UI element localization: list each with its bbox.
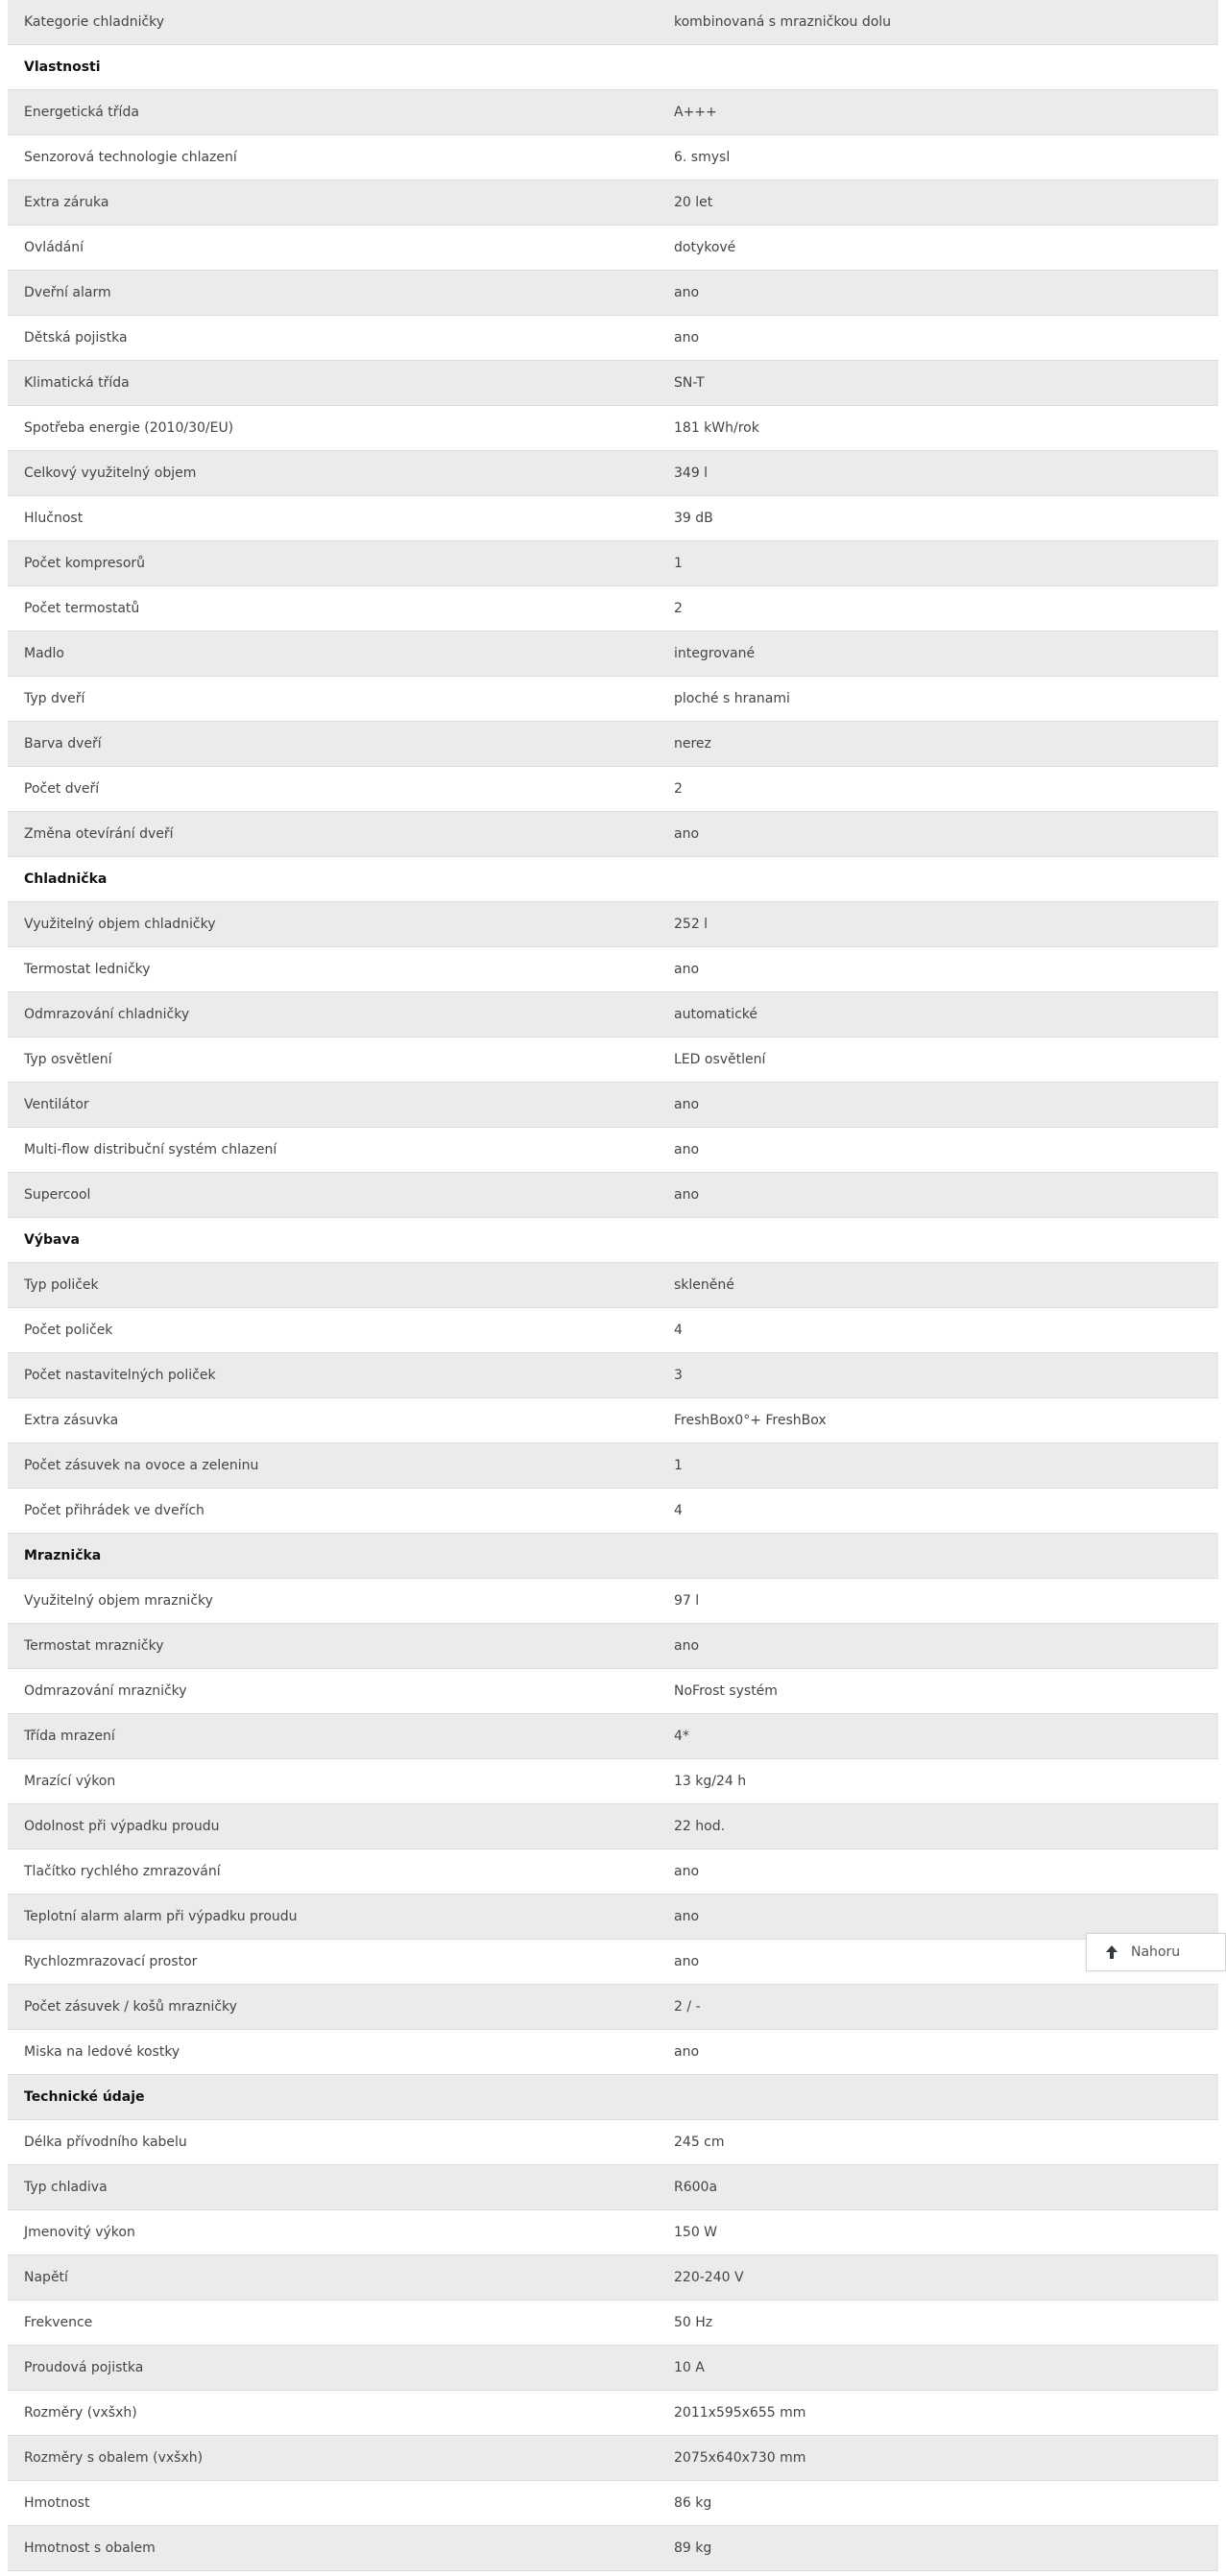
spec-value: ano: [674, 1142, 700, 1157]
spec-value: 2: [674, 601, 683, 616]
spec-label: Počet dveří: [24, 781, 100, 797]
spec-value: 1: [674, 556, 683, 571]
spec-value: ano: [674, 1909, 700, 1924]
spec-row: [8, 902, 1218, 947]
spec-row: [8, 496, 1218, 541]
spec-row: [8, 1443, 1218, 1489]
spec-value: 13 kg/24 h: [674, 1774, 747, 1789]
spec-value: R600a: [674, 2180, 718, 2195]
section-header-row: [8, 1534, 1218, 1579]
spec-row: [8, 1714, 1218, 1759]
spec-value: ano: [674, 2044, 700, 2060]
spec-value: 349 l: [674, 465, 709, 481]
spec-label: Odolnost při výpadku proudu: [24, 1819, 220, 1834]
spec-value: 181 kWh/rok: [674, 420, 759, 436]
spec-row: [8, 1398, 1218, 1443]
spec-label: Změna otevírání dveří: [24, 826, 174, 842]
spec-row: [8, 541, 1218, 586]
spec-row: [8, 1173, 1218, 1218]
spec-value: 20 let: [674, 195, 713, 210]
spec-label: Ventilátor: [24, 1097, 89, 1112]
spec-value: integrované: [674, 646, 756, 661]
spec-value: 86 kg: [674, 2495, 712, 2511]
section-title: Chladnička: [24, 871, 108, 887]
spec-label: Termostat mrazničky: [24, 1638, 164, 1654]
spec-row: [8, 586, 1218, 632]
section-title: Vlastnosti: [24, 60, 101, 75]
spec-value: skleněné: [674, 1277, 734, 1293]
spec-label: Celkový využitelný objem: [24, 465, 197, 481]
spec-value: 2011x595x655 mm: [674, 2405, 806, 2421]
spec-label: Supercool: [24, 1187, 91, 1203]
spec-label: Extra zásuvka: [24, 1413, 119, 1428]
spec-label: Počet zásuvek / košů mrazničky: [24, 1999, 237, 2015]
spec-value: A+++: [674, 105, 717, 120]
spec-label: Třída mrazení: [24, 1729, 115, 1744]
spec-row: [8, 2391, 1218, 2436]
spec-row: [8, 1489, 1218, 1534]
spec-label: Počet kompresorů: [24, 556, 146, 571]
spec-value: ano: [674, 1097, 700, 1112]
spec-value: NoFrost systém: [674, 1683, 778, 1699]
spec-value: automatické: [674, 1007, 758, 1022]
spec-label: Barva dveří: [24, 736, 102, 751]
spec-row: [8, 812, 1218, 857]
spec-value: kombinovaná s mrazničkou dolu: [674, 14, 892, 30]
spec-row: [8, 316, 1218, 361]
spec-row: [8, 451, 1218, 496]
spec-row: [8, 677, 1218, 722]
spec-row: [8, 767, 1218, 812]
spec-row: [8, 2436, 1218, 2481]
spec-label: Senzorová technologie chlazení: [24, 150, 237, 165]
spec-row: [8, 2165, 1218, 2210]
spec-row: [8, 1083, 1218, 1128]
spec-value: 1: [674, 1458, 683, 1473]
spec-value: ano: [674, 330, 700, 346]
scroll-to-top-button[interactable]: [1086, 1933, 1226, 1971]
spec-label: Madlo: [24, 646, 64, 661]
spec-row: [8, 632, 1218, 677]
spec-value: FreshBox0°+ FreshBox: [674, 1413, 827, 1428]
spec-row: [8, 1985, 1218, 2030]
spec-row: [8, 271, 1218, 316]
spec-label: Rozměry (vxšxh): [24, 2405, 137, 2421]
scroll-to-top-label: Nahoru: [1131, 1944, 1181, 1960]
spec-row: [8, 1353, 1218, 1398]
spec-value: 97 l: [674, 1593, 700, 1609]
spec-label: Dětská pojistka: [24, 330, 128, 346]
spec-value: 252 l: [674, 917, 709, 932]
spec-label: Kategorie chladničky: [24, 14, 165, 30]
spec-value: ano: [674, 1187, 700, 1203]
spec-label: Využitelný objem mrazničky: [24, 1593, 213, 1609]
section-title: Technické údaje: [24, 2089, 145, 2105]
section-header-row: [8, 1218, 1218, 1263]
section-header-row: [8, 2075, 1218, 2120]
spec-value: 2 / -: [674, 1999, 701, 2015]
spec-label: Využitelný objem chladničky: [24, 917, 216, 932]
spec-label: Proudová pojistka: [24, 2360, 144, 2375]
spec-value: 6. smysl: [674, 150, 731, 165]
spec-label: Miska na ledové kostky: [24, 2044, 180, 2060]
spec-label: Počet nastavitelných poliček: [24, 1368, 216, 1383]
spec-label: Termostat ledničky: [24, 962, 151, 977]
spec-label: Mrazící výkon: [24, 1774, 116, 1789]
spec-value: 220-240 V: [674, 2270, 744, 2285]
spec-row: [8, 2030, 1218, 2075]
spec-row: [8, 0, 1218, 45]
spec-row: [8, 2481, 1218, 2526]
spec-value: 22 hod.: [674, 1819, 726, 1834]
section-title: Výbava: [24, 1232, 81, 1248]
spec-row: [8, 1804, 1218, 1849]
spec-label: Délka přívodního kabelu: [24, 2135, 187, 2150]
spec-value: 3: [674, 1368, 683, 1383]
spec-label: Počet přihrádek ve dveřích: [24, 1503, 204, 1518]
spec-row: [8, 1263, 1218, 1308]
spec-row: [8, 406, 1218, 451]
spec-row: [8, 1579, 1218, 1624]
spec-row: [8, 1849, 1218, 1895]
section-title: Mraznička: [24, 1548, 102, 1563]
spec-label: Teplotní alarm alarm při výpadku proudu: [24, 1909, 298, 1924]
spec-row: [8, 1759, 1218, 1804]
spec-label: Hlučnost: [24, 511, 84, 526]
spec-label: Počet zásuvek na ovoce a zeleninu: [24, 1458, 259, 1473]
spec-row: [8, 180, 1218, 226]
spec-label: Dveřní alarm: [24, 285, 111, 300]
spec-value: ano: [674, 285, 700, 300]
spec-value: ano: [674, 1954, 700, 1969]
spec-value: 150 W: [674, 2225, 718, 2240]
spec-label: Počet termostatů: [24, 601, 140, 616]
spec-label: Počet poliček: [24, 1323, 113, 1338]
section-header-row: [8, 857, 1218, 902]
spec-label: Klimatická třída: [24, 375, 130, 391]
spec-value: ploché s hranami: [674, 691, 790, 706]
spec-label: Rychlozmrazovací prostor: [24, 1954, 198, 1969]
spec-value: LED osvětlení: [674, 1052, 766, 1067]
spec-value: ano: [674, 1638, 700, 1654]
section-header-row: [8, 45, 1218, 90]
spec-row: [8, 722, 1218, 767]
spec-row: [8, 1940, 1218, 1985]
spec-label: Extra záruka: [24, 195, 109, 210]
spec-row: [8, 1669, 1218, 1714]
spec-table: [8, 0, 1218, 2571]
spec-value: SN-T: [674, 375, 705, 391]
spec-value: dotykové: [674, 240, 736, 255]
spec-row: [8, 2346, 1218, 2391]
spec-value: 245 cm: [674, 2135, 725, 2150]
spec-label: Spotřeba energie (2010/30/EU): [24, 420, 234, 436]
spec-label: Typ poliček: [24, 1277, 99, 1293]
spec-label: Typ chladiva: [24, 2180, 108, 2195]
spec-label: Napětí: [24, 2270, 68, 2285]
spec-value: 10 A: [674, 2360, 705, 2375]
spec-value: 89 kg: [674, 2540, 712, 2556]
spec-row: [8, 361, 1218, 406]
spec-value: 4: [674, 1503, 683, 1518]
spec-label: Odmrazování chladničky: [24, 1007, 190, 1022]
spec-value: ano: [674, 826, 700, 842]
spec-row: [8, 947, 1218, 992]
spec-row: [8, 992, 1218, 1038]
spec-row: [8, 135, 1218, 180]
spec-label: Multi-flow distribuční systém chlazení: [24, 1142, 277, 1157]
arrow-up-icon: [1104, 1944, 1119, 1960]
spec-value: 2075x640x730 mm: [674, 2450, 806, 2466]
spec-row: [8, 1624, 1218, 1669]
spec-value: 4*: [674, 1729, 689, 1744]
spec-value: nerez: [674, 736, 711, 751]
spec-value: 50 Hz: [674, 2315, 713, 2330]
spec-value: 2: [674, 781, 683, 797]
spec-label: Typ osvětlení: [24, 1052, 112, 1067]
spec-label: Frekvence: [24, 2315, 93, 2330]
spec-value: ano: [674, 1864, 700, 1879]
spec-row: [8, 90, 1218, 135]
spec-label: Hmotnost s obalem: [24, 2540, 156, 2556]
spec-row: [8, 1128, 1218, 1173]
spec-row: [8, 1308, 1218, 1353]
spec-row: [8, 2526, 1218, 2571]
spec-label: Ovládání: [24, 240, 84, 255]
spec-row: [8, 226, 1218, 271]
spec-label: Energetická třída: [24, 105, 139, 120]
spec-label: Hmotnost: [24, 2495, 90, 2511]
spec-row: [8, 2210, 1218, 2255]
spec-label: Jmenovitý výkon: [24, 2225, 135, 2240]
spec-value: ano: [674, 962, 700, 977]
spec-label: Tlačítko rychlého zmrazování: [24, 1864, 221, 1879]
spec-label: Rozměry s obalem (vxšxh): [24, 2450, 204, 2466]
spec-value: 4: [674, 1323, 683, 1338]
spec-label: Typ dveří: [24, 691, 85, 706]
spec-row: [8, 2301, 1218, 2346]
spec-label: Odmrazování mrazničky: [24, 1683, 187, 1699]
spec-row: [8, 2255, 1218, 2301]
spec-row: [8, 1895, 1218, 1940]
spec-row: [8, 2120, 1218, 2165]
spec-value: 39 dB: [674, 511, 713, 526]
spec-row: [8, 1038, 1218, 1083]
